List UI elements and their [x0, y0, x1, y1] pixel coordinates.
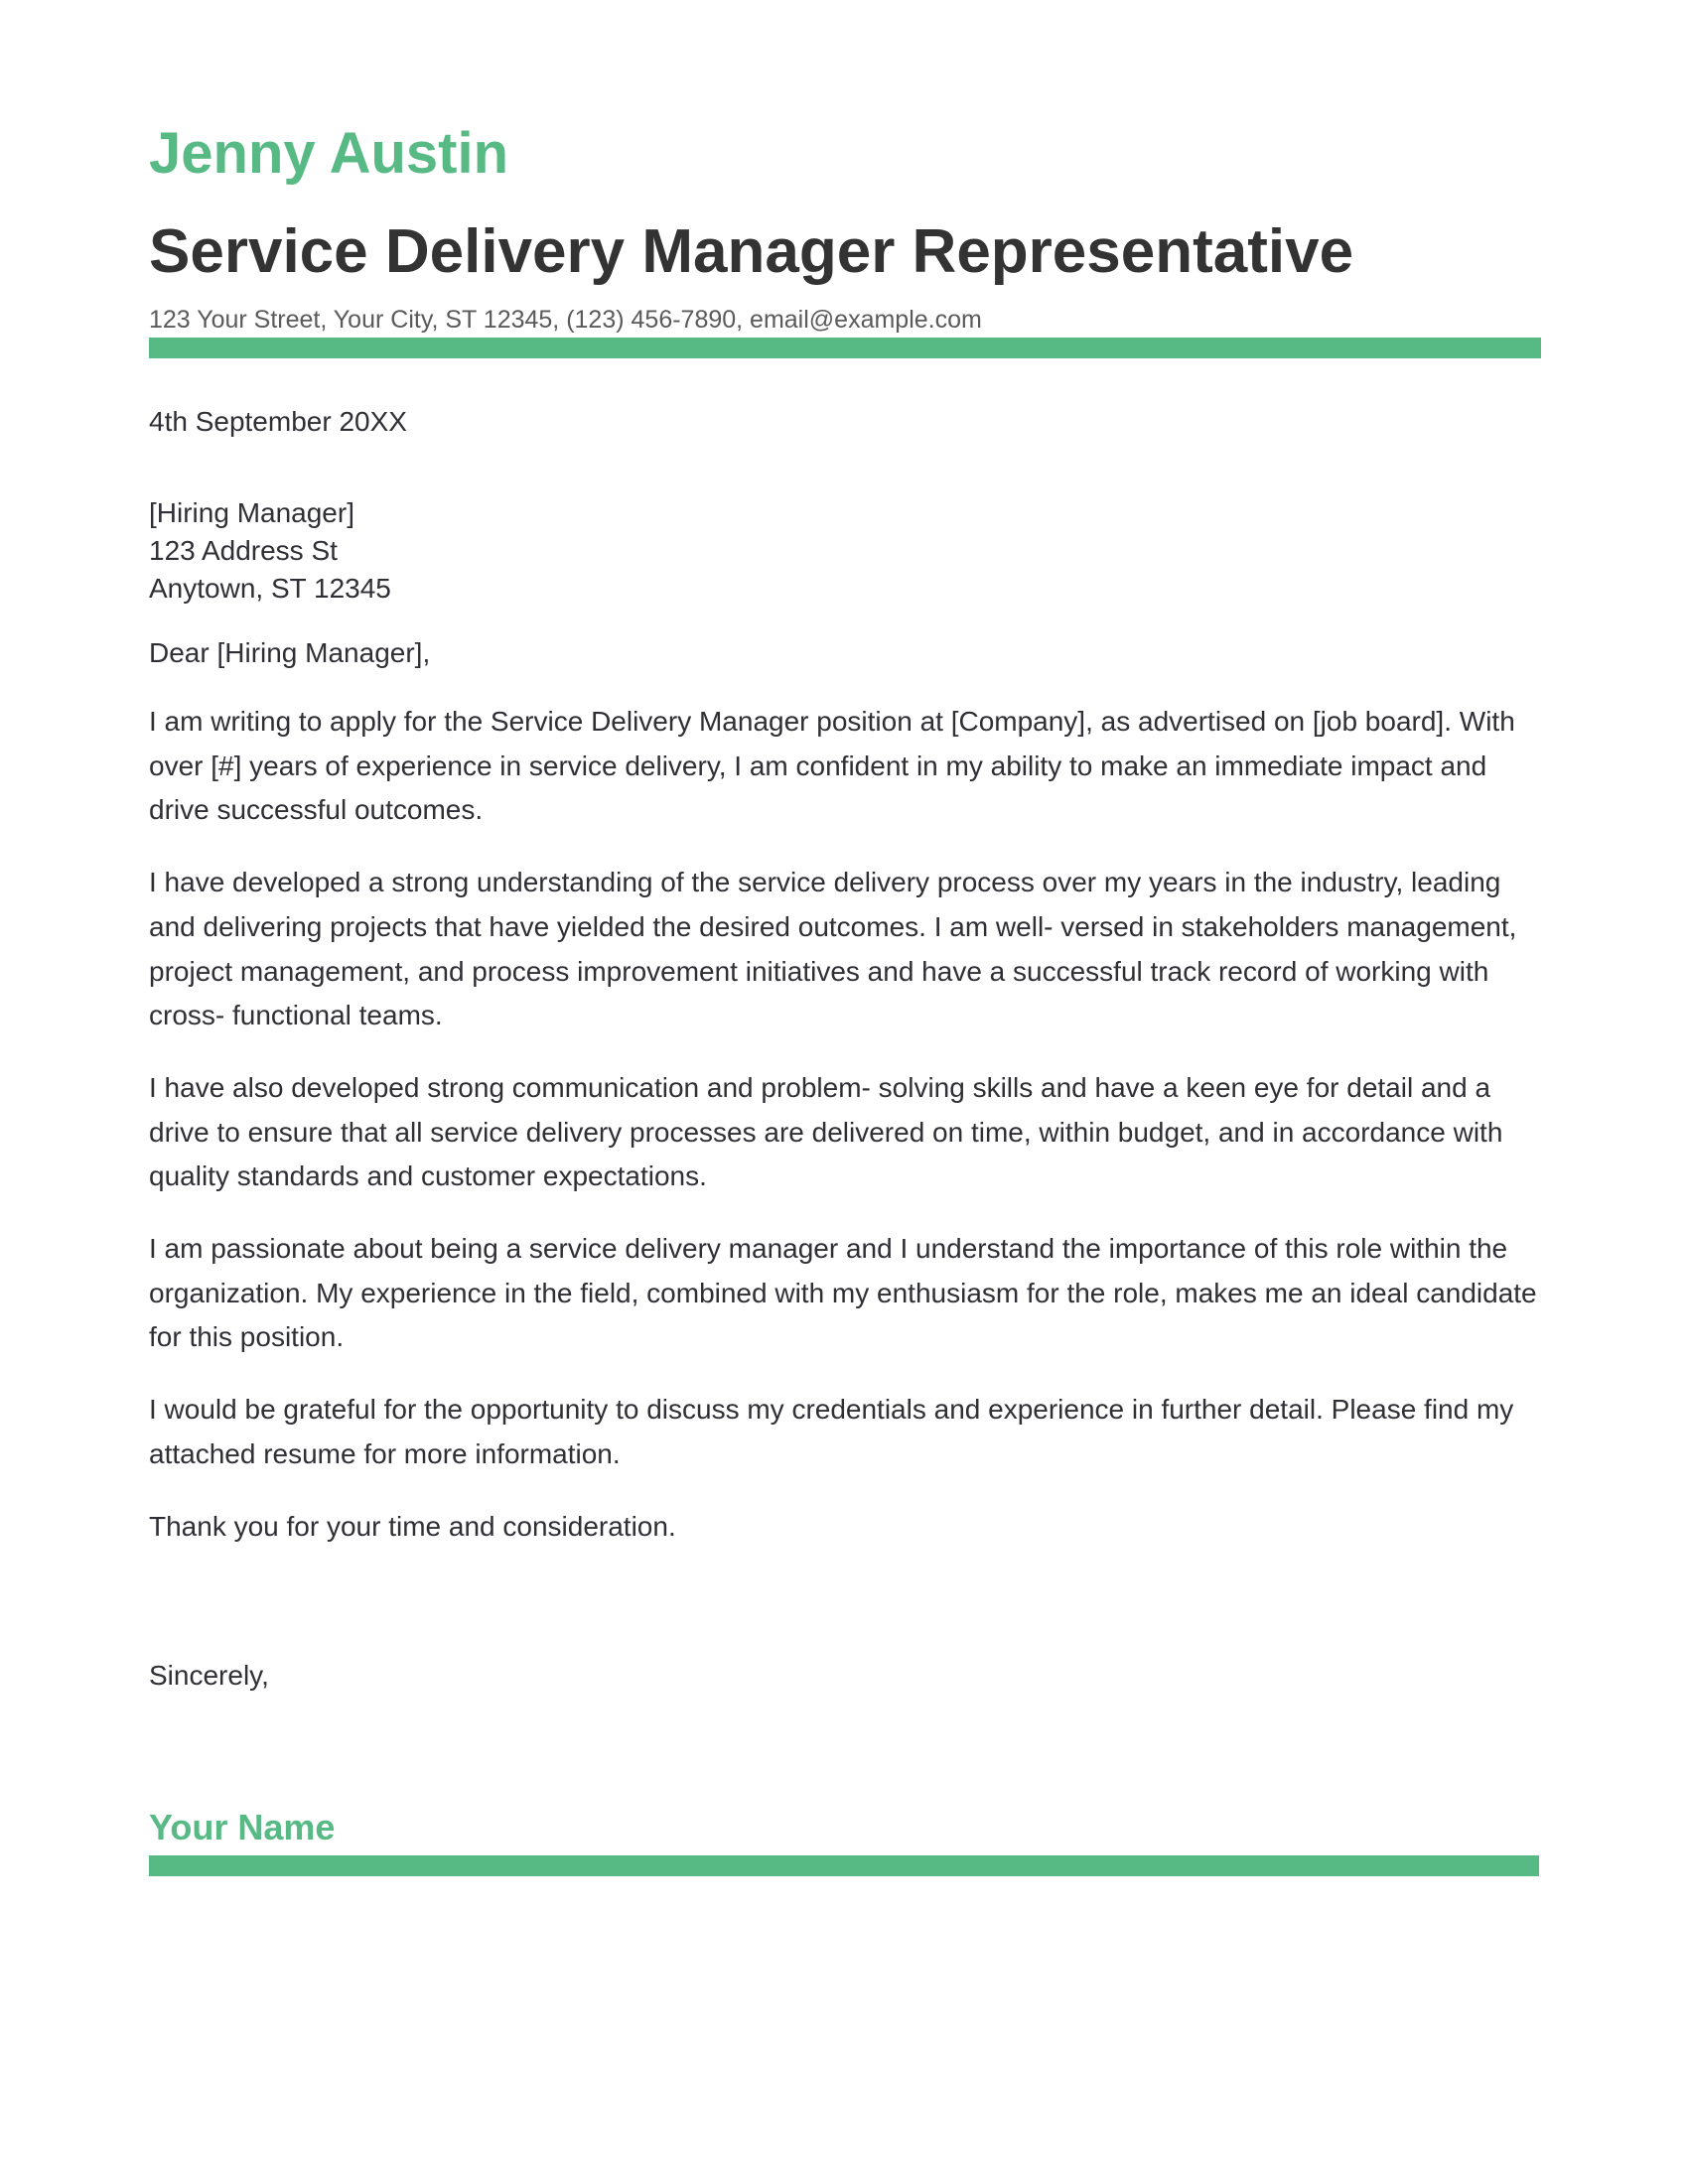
recipient-address [149, 494, 391, 608]
contact-info: 123 Your Street, Your City, ST 12345, (123) 456-7890, email@example.com [149, 306, 982, 334]
job-title: Service Delivery Manager Representative [149, 217, 1354, 286]
applicant-name: Jenny Austin [149, 121, 509, 186]
body-paragraph: I am passionate about being a service delivery manager and I understand the importance of this role within the organization. My experience in the field, combined with my enthusiasm for the role, makes me an ideal candidate for this position. [149, 1233, 1537, 1353]
header-divider [149, 338, 1541, 358]
signature-name: Your Name [149, 1807, 336, 1847]
body-paragraph: I have developed a strong understanding of the service delivery process over my years in the industry, leading and delivering projects that have yielded the desired outcomes. I am well- versed in stakeholders management, project management, and process improvement initiatives and have a successful track record of working with cross- functional teams. [149, 867, 1517, 1031]
body-paragraph: I have also developed strong communication and problem- solving skills and have a keen eye for detail and a drive to ensure that all service delivery processes are delivered on time, within budget, and in accordance with quality standards and customer expectations. [149, 1071, 1503, 1192]
cover-letter-page [149, 0, 1539, 2184]
body-paragraph: I am writing to apply for the Service Delivery Manager position at [Company], as advertised on [job board]. With over [#] years of experience in service delivery, I am confident in my ability to make an immediate impact and drive successful outcomes. [149, 706, 1515, 826]
salutation: Dear [Hiring Manager], [149, 637, 431, 668]
recipient-line: [Hiring Manager] [149, 497, 354, 528]
letter-body [149, 700, 1541, 1576]
recipient-line: Anytown, ST 12345 [149, 573, 391, 604]
closing-phrase: Sincerely, [149, 1660, 269, 1691]
body-paragraph: Thank you for your time and consideration. [149, 1510, 676, 1542]
body-paragraph: I would be grateful for the opportunity to discuss my credentials and experience in further detail. Please find my attached resume for more information. [149, 1394, 1514, 1469]
recipient-line: 123 Address St [149, 535, 338, 566]
letter-date: 4th September 20XX [149, 406, 407, 437]
footer-divider [149, 1855, 1539, 1876]
